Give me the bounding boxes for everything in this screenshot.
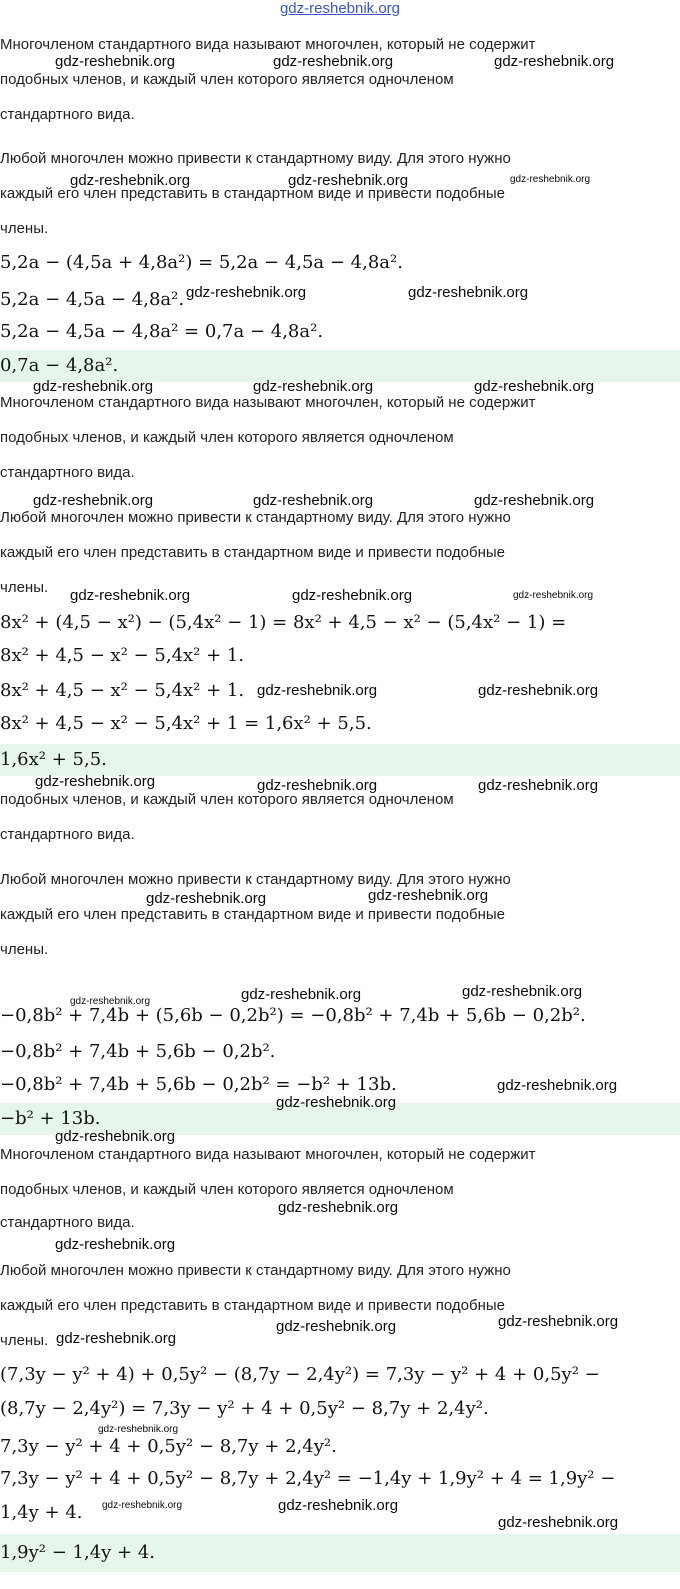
math-line: 5,2a − (4,5a + 4,8a²) = 5,2a − 4,5a − 4,8a². (0, 252, 403, 273)
watermark: gdz-reshebnik.org (70, 996, 151, 1007)
watermark: gdz-reshebnik.org (408, 284, 529, 301)
watermark: gdz-reshebnik.org (273, 53, 394, 70)
watermark: gdz-reshebnik.org (186, 284, 307, 301)
rule-line: каждый его член представить в стандартном виде и привести подобные (0, 906, 506, 923)
watermark: gdz-reshebnik.org (498, 1313, 619, 1330)
definition-line: подобных членов, и каждый член которого является одночленом (0, 1181, 454, 1198)
rule-line: каждый его член представить в стандартном виде и привести подобные (0, 544, 506, 561)
answer-text: 1,9y² − 1,4y + 4. (0, 1542, 156, 1563)
math-line: 7,3y − y² + 4 + 0,5y² − 8,7y + 2,4y². (0, 1436, 337, 1457)
watermark: gdz-reshebnik.org (241, 986, 362, 1003)
rule-line: Любой многочлен можно привести к стандартному виду. Для этого нужно (0, 509, 511, 526)
watermark: gdz-reshebnik.org (35, 773, 156, 790)
definition-line: Многочленом стандартного вида называют многочлен, который не содержит (0, 1146, 536, 1163)
watermark: gdz-reshebnik.org (55, 1128, 176, 1145)
math-line: (8,7y − 2,4y²) = 7,3y − y² + 4 + 0,5y² − 8,7y + 2,4y². (0, 1398, 489, 1419)
watermark: gdz-reshebnik.org (257, 682, 378, 699)
watermark: gdz-reshebnik.org (510, 174, 591, 185)
watermark: gdz-reshebnik.org (498, 1514, 619, 1531)
watermark: gdz-reshebnik.org (146, 890, 267, 907)
rule-line: члены. (0, 941, 49, 958)
math-line: (7,3y − y² + 4) + 0,5y² − (8,7y − 2,4y²) = 7,3y − y² + 4 + 0,5y² − (0, 1364, 600, 1385)
watermark: gdz-reshebnik.org (33, 492, 154, 509)
rule-line: Любой многочлен можно привести к стандартному виду. Для этого нужно (0, 150, 511, 167)
definition-line: стандартного вида. (0, 1214, 135, 1231)
rule-line: каждый его член представить в стандартном виде и привести подобные (0, 185, 506, 202)
rule-line: члены. (0, 220, 49, 237)
definition-line: стандартного вида. (0, 106, 135, 123)
watermark: gdz-reshebnik.org (497, 1077, 618, 1094)
watermark: gdz-reshebnik.org (70, 587, 191, 604)
answer-text: 0,7a − 4,8a². (0, 355, 119, 376)
watermark: gdz-reshebnik.org (98, 1424, 179, 1435)
definition-line: Многочленом стандартного вида называют многочлен, который не содержит (0, 394, 536, 411)
rule-line: Любой многочлен можно привести к стандартному виду. Для этого нужно (0, 871, 511, 888)
definition-line: стандартного вида. (0, 826, 135, 843)
rule-line: каждый его член представить в стандартном виде и привести подобные (0, 1297, 506, 1314)
watermark: gdz-reshebnik.org (478, 682, 599, 699)
site-header-link[interactable]: gdz-reshebnik.org (279, 0, 401, 17)
rule-line: Любой многочлен можно привести к стандартному виду. Для этого нужно (0, 1262, 511, 1279)
watermark: gdz-reshebnik.org (474, 378, 595, 395)
watermark: gdz-reshebnik.org (70, 172, 191, 189)
watermark: gdz-reshebnik.org (102, 1500, 183, 1511)
math-line: −0,8b² + 7,4b + 5,6b − 0,2b² = −b² + 13b. (0, 1074, 397, 1095)
watermark: gdz-reshebnik.org (462, 983, 583, 1000)
watermark: gdz-reshebnik.org (55, 53, 176, 70)
watermark: gdz-reshebnik.org (253, 378, 374, 395)
watermark: gdz-reshebnik.org (278, 1497, 399, 1514)
math-line: 1,4y + 4. (0, 1502, 83, 1523)
watermark: gdz-reshebnik.org (292, 587, 413, 604)
answer-text: −b² + 13b. (0, 1108, 101, 1129)
answer-text: 1,6x² + 5,5. (0, 749, 107, 770)
definition-line: подобных членов, и каждый член которого является одночленом (0, 791, 454, 808)
definition-line: подобных членов, и каждый член которого является одночленом (0, 71, 454, 88)
watermark: gdz-reshebnik.org (33, 378, 154, 395)
watermark: gdz-reshebnik.org (474, 492, 595, 509)
rule-line: члены. (0, 579, 49, 596)
watermark: gdz-reshebnik.org (278, 1199, 399, 1216)
watermark: gdz-reshebnik.org (56, 1330, 177, 1347)
watermark: gdz-reshebnik.org (55, 1236, 176, 1253)
rule-line: члены. (0, 1332, 49, 1349)
math-line: 8x² + (4,5 − x²) − (5,4x² − 1) = 8x² + 4,5 − x² − (5,4x² − 1) = (0, 612, 567, 633)
watermark: gdz-reshebnik.org (288, 172, 409, 189)
watermark: gdz-reshebnik.org (276, 1318, 397, 1335)
math-line: 8x² + 4,5 − x² − 5,4x² + 1. (0, 645, 245, 666)
watermark: gdz-reshebnik.org (276, 1094, 397, 1111)
watermark: gdz-reshebnik.org (253, 492, 374, 509)
math-line: 5,2a − 4,5a − 4,8a². (0, 289, 185, 310)
math-line: 5,2a − 4,5a − 4,8a² = 0,7a − 4,8a². (0, 321, 324, 342)
math-line: −0,8b² + 7,4b + 5,6b − 0,2b². (0, 1041, 276, 1062)
definition-line: Многочленом стандартного вида называют многочлен, который не содержит (0, 36, 536, 53)
definition-line: подобных членов, и каждый член которого является одночленом (0, 429, 454, 446)
watermark: gdz-reshebnik.org (513, 590, 594, 601)
math-line: 8x² + 4,5 − x² − 5,4x² + 1. (0, 680, 245, 701)
watermark: gdz-reshebnik.org (257, 777, 378, 794)
watermark: gdz-reshebnik.org (494, 53, 615, 70)
watermark: gdz-reshebnik.org (478, 777, 599, 794)
math-line: 7,3y − y² + 4 + 0,5y² − 8,7y + 2,4y² = −1,4y + 1,9y² + 4 = 1,9y² − (0, 1468, 616, 1489)
math-line: 8x² + 4,5 − x² − 5,4x² + 1 = 1,6x² + 5,5. (0, 713, 372, 734)
answer-box (0, 744, 680, 776)
answer-box (0, 1534, 680, 1572)
watermark: gdz-reshebnik.org (368, 887, 489, 904)
definition-line: стандартного вида. (0, 464, 135, 481)
math-line: −0,8b² + 7,4b + (5,6b − 0,2b²) = −0,8b² + 7,4b + 5,6b − 0,2b². (0, 1005, 586, 1026)
